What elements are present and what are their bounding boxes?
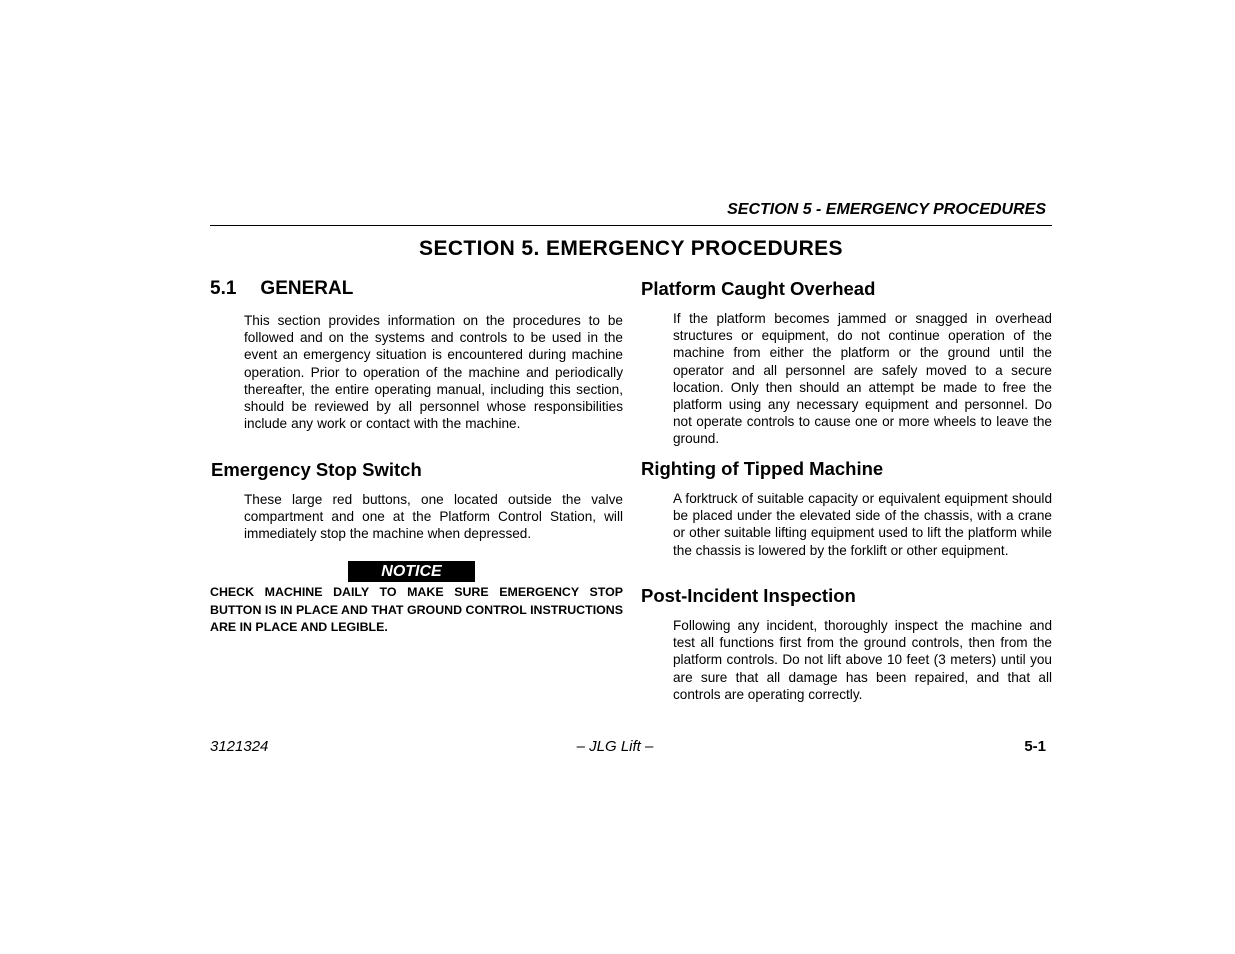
section-title: SECTION 5. EMERGENCY PROCEDURES [419,237,843,260]
header-rule [210,225,1052,226]
general-body: This section provides information on the procedures to be followed and on the systems and controls to be used in the event an emergency situation is encountered during machine operation. Prior to operation of the machine and periodically thereafter, the entire operating manual, including this section, should be reviewed by all personnel whose responsibilities include any work or contact with the machine. [244,313,623,432]
general-title: GENERAL [260,278,354,299]
emergency-stop-heading: Emergency Stop Switch [211,459,422,480]
emergency-stop-body: These large red buttons, one located outside the valve compartment and one at the Platform Control Station, will immediately stop the machine when depressed. [244,492,623,542]
post-incident-body: Following any incident, thoroughly inspect the machine and test all functions first from the ground controls, then from the platform controls. Do not lift above 10 feet (3 meters) until you are sure that all damage has been repaired, and that all controls are operating correctly. [673,618,1052,702]
righting-heading: Righting of Tipped Machine [641,458,884,479]
notice-text: CHECK MACHINE DAILY TO MAKE SURE EMERGENCY STOP BUTTON IS IN PLACE AND THAT GROUND CONTROL INSTRUCTIONS ARE IN PLACE AND LEGIBLE. [210,585,623,634]
general-heading [210,278,353,300]
footer-page-number: 5-1 [1024,738,1046,755]
post-incident-heading: Post-Incident Inspection [641,585,856,606]
footer-doc-number: 3121324 [210,738,269,755]
general-number: 5.1 [210,278,237,299]
footer-brand: – JLG Lift – [576,738,654,755]
righting-body: A forktruck of suitable capacity or equivalent equipment should be placed under the elevated side of the chassis, with a crane or other suitable lifting equipment used to lift the platform while the chassis is lowered by the forklift or other equipment. [673,491,1052,558]
running-header: SECTION 5 - EMERGENCY PROCEDURES [727,201,1046,218]
platform-caught-body: If the platform becomes jammed or snagged in overhead structures or equipment, do not continue operation of the machine from either the platform or the ground until the operator and all personnel are safely moved to a secure location. Only then should an attempt be made to free the platform using any necessary equipment and personnel. Do not operate controls to cause one or more wheels to leave the ground. [673,311,1052,447]
notice-badge: NOTICE [348,561,475,582]
platform-caught-heading: Platform Caught Overhead [641,278,876,299]
